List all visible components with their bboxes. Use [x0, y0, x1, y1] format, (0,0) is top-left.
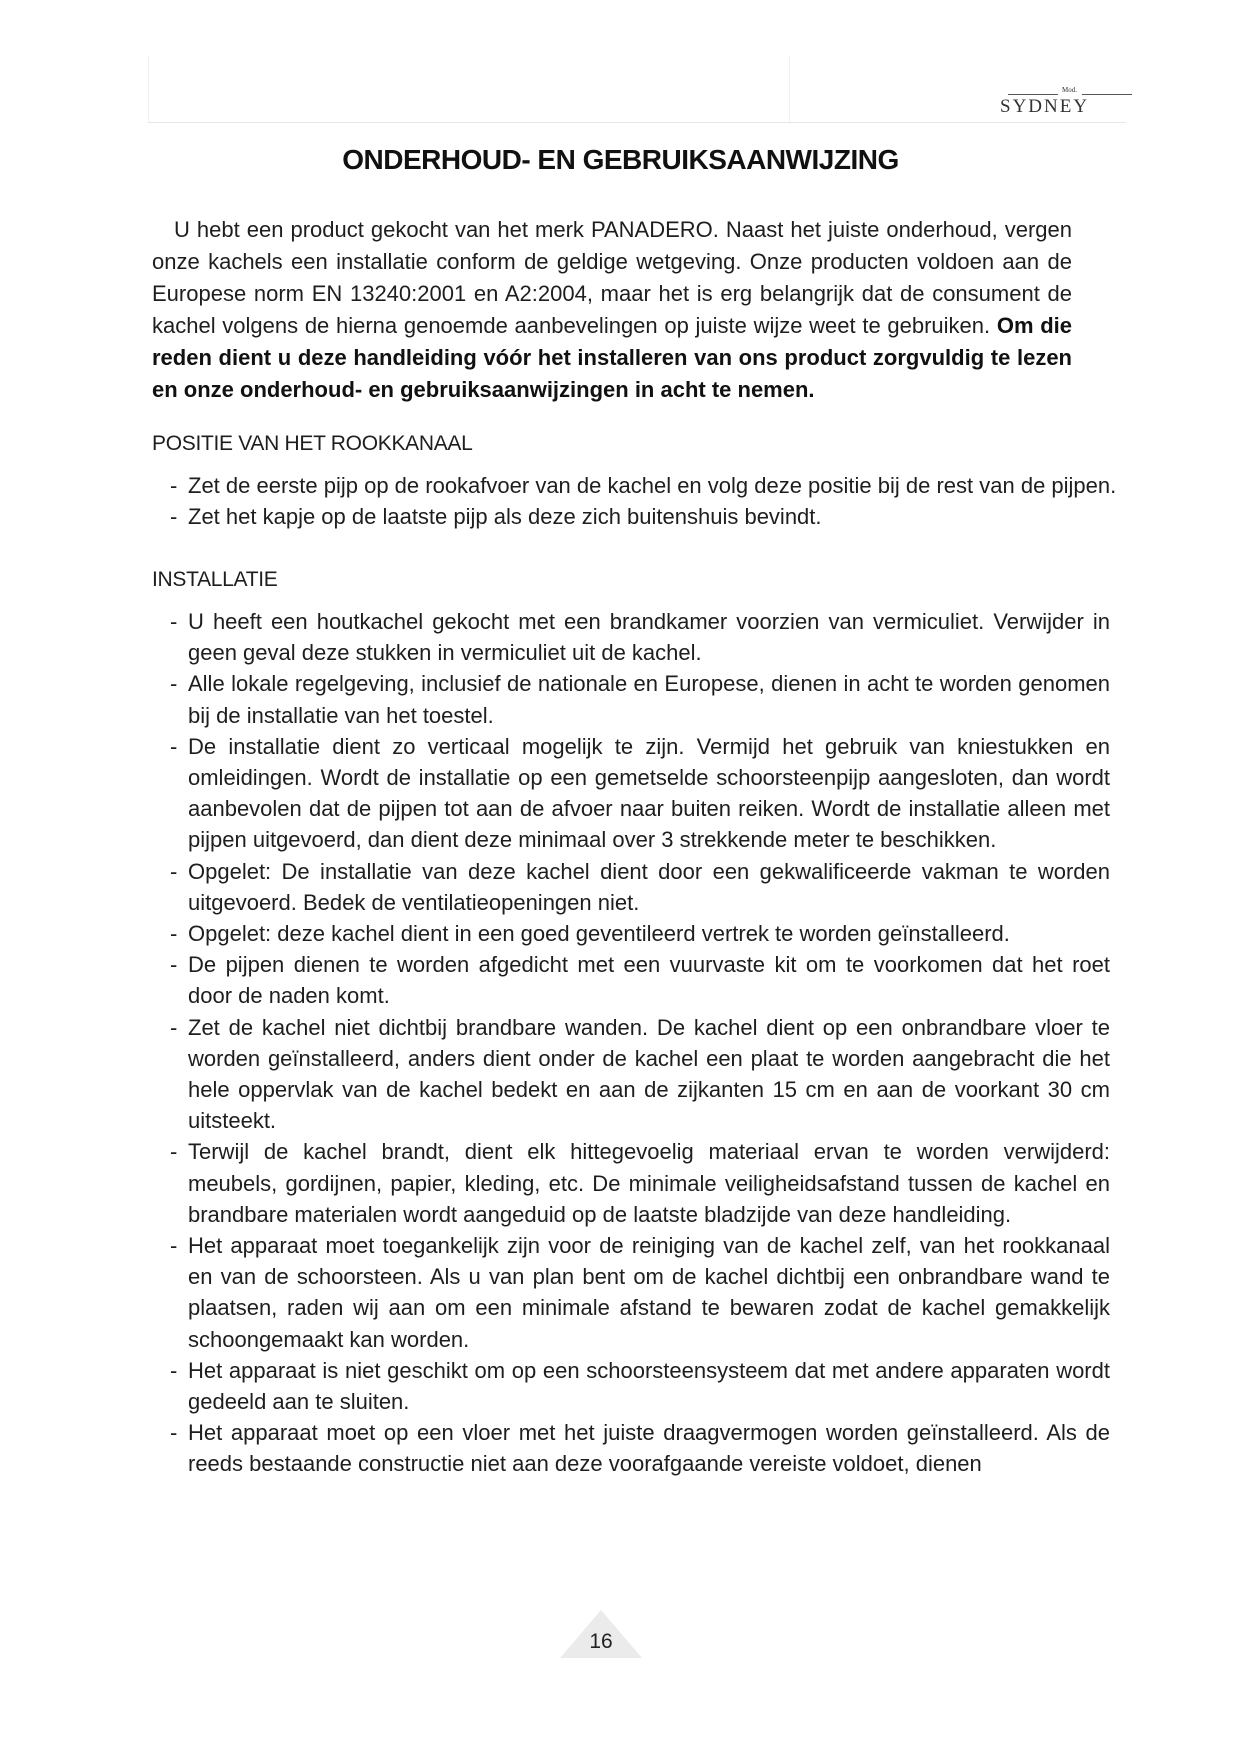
page-title: ONDERHOUD- EN GEBRUIKSAANWIJZING	[342, 144, 899, 175]
intro-bold-text: Om die reden dient u deze handleiding vóór het installeren van ons product zorgvuldig te lezen en onze onderhoud- en gebruiksaanwijzingen in acht te nemen.	[152, 313, 1072, 402]
list-item: - Het apparaat is niet geschikt om op een schoorsteensysteem dat met andere apparaten wordt gedeeld aan te sluiten.	[170, 1355, 1110, 1417]
list-item: - Zet het kapje op de laatste pijp als deze zich buitenshuis bevindt.	[170, 501, 1160, 532]
list-item: - Zet de kachel niet dichtbij brandbare wanden. De kachel dient op een onbrandbare vloer te worden geïnstalleerd, anders dient onder de kachel een plaat te worden aangebracht die het hele oppervlak van de kachel bedekt en aan de zijkanten 15 cm en aan de voorkant 30 cm uitsteekt.	[170, 1012, 1110, 1137]
brand-logo	[990, 86, 1148, 122]
intro-paragraph	[152, 214, 1072, 406]
intro-text: U hebt een product gekocht van het merk PANADERO. Naast het juiste onderhoud, vergen onze kachels een installatie conform de geldige wetgeving. Onze producten voldoen aan de Europese norm EN 13240:2001 en A2:2004, maar het is erg belangrijk dat de consument de kachel volgens de hierna genoemde aanbevelingen op juiste wijze weet te gebruiken.	[152, 217, 1072, 338]
list-item: - Opgelet: De installatie van deze kachel dient door een gekwalificeerde vakman te worden uitgevoerd. Bedek de ventilatieopeningen niet.	[170, 856, 1110, 918]
list-item: - Alle lokale regelgeving, inclusief de nationale en Europese, dienen in acht te worden genomen bij de installatie van het toestel.	[170, 668, 1110, 730]
brand-model-name: SYDNEY	[1000, 96, 1090, 117]
page-number: 16	[589, 1630, 613, 1653]
list-item: - Zet de eerste pijp op de rookafvoer van de kachel en volg deze positie bij de rest van de pijpen.	[170, 470, 1160, 501]
section-title-installatie: INSTALLATIE	[152, 568, 278, 591]
list-item: - Terwijl de kachel brandt, dient elk hittegevoelig materiaal ervan te worden verwijderd: meubels, gordijnen, papier, kleding, etc. De minimale veiligheidsafstand tussen de kachel en brandbare materialen wordt aangeduid op de laatste bladzijde van deze handleiding.	[170, 1136, 1110, 1230]
installatie-list	[170, 606, 1110, 1480]
header-rule	[148, 122, 1126, 123]
page-number-badge	[558, 1608, 644, 1660]
brand-rule-left	[1008, 94, 1058, 95]
list-item: - Het apparaat moet op een vloer met het juiste draagvermogen worden geïnstalleerd. Als de reeds bestaande constructie niet aan deze voorafgaande vereiste voldoet, dienen	[170, 1417, 1110, 1479]
list-item: - Opgelet: deze kachel dient in een goed geventileerd vertrek te worden geïnstalleerd.	[170, 918, 1110, 949]
list-item: - U heeft een houtkachel gekocht met een brandkamer voorzien van vermiculiet. Verwijder in geen geval deze stukken in vermiculiet uit de kachel.	[170, 606, 1110, 668]
section-title-rookkanaal: POSITIE VAN HET ROOKKANAAL	[152, 432, 473, 455]
list-item: - Het apparaat moet toegankelijk zijn voor de reiniging van de kachel zelf, van het rookkanaal en van de schoorsteen. Als u van plan bent om de kachel dichtbij een onbrandbare wand te plaatsen, raden wij aan om een minimale afstand te bewaren zodat de kachel gemakkelijk schoongemaakt kan worden.	[170, 1230, 1110, 1355]
list-item: - De installatie dient zo verticaal mogelijk te zijn. Vermijd het gebruik van kniestukken en omleidingen. Wordt de installatie op een gemetselde schoorsteenpijp aangesloten, dan wordt aanbevolen dat de pijpen tot aan de afvoer naar buiten reiken. Wordt de installatie alleen met pijpen uitgevoerd, dan dient deze minimaal over 3 strekkende meter te beschikken.	[170, 731, 1110, 856]
list-item: - De pijpen dienen te worden afgedicht met een vuurvaste kit om te voorkomen dat het roet door de naden komt.	[170, 949, 1110, 1011]
brand-rule-right	[1082, 94, 1132, 95]
brand-mod-label: Mod.	[1062, 86, 1077, 94]
rookkanaal-list	[170, 470, 1160, 532]
header-frame	[148, 56, 790, 122]
